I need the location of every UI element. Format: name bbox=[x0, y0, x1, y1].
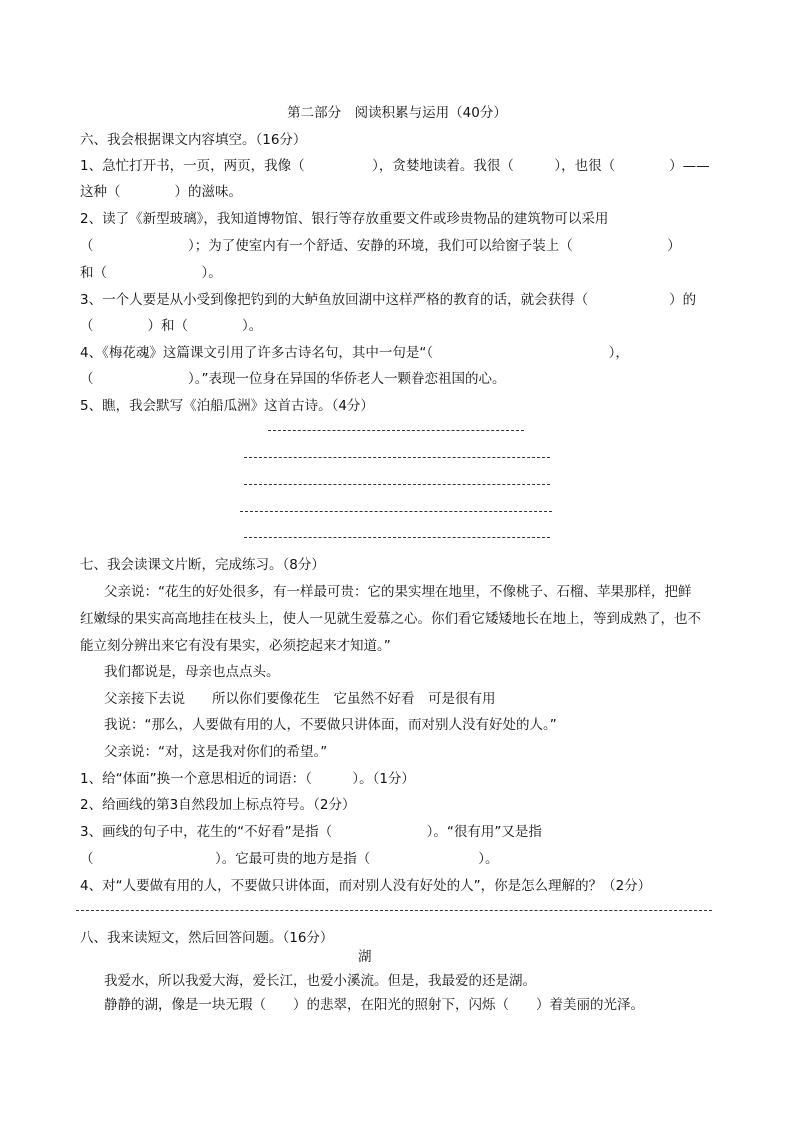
passage-p4: 我说：“那么，人要做有用的人，不要做只讲体面，而对别人没有好处的人。” bbox=[104, 717, 557, 733]
q4-answer-line[interactable] bbox=[76, 910, 712, 911]
section8-p2: 静静的湖，像是一块无瑕（ ）的悲翠，在阳光的照射下，闪烁（ ）着美丽的光泽。 bbox=[104, 997, 644, 1013]
passage-p1-line3: 能立刻分辨出来它有没有果实，必须挖起来才知道。” bbox=[80, 638, 391, 654]
section6-q2-line2: （ ）；为了使室内有一个舒适、安静的环境，我们可以给窗子装上（ ） bbox=[80, 238, 681, 254]
poem-answer-line-4[interactable] bbox=[240, 511, 552, 512]
passage-p2: 我们都说是，母亲也点点头。 bbox=[104, 664, 280, 680]
poem-answer-line-5[interactable] bbox=[244, 537, 550, 538]
section8-p1: 我爱水，所以我爱大海，爱长江，也爱小溪流。但是，我最爱的还是湖。 bbox=[104, 973, 536, 989]
section6-q4-line2: （ ）。”表现一位身在异国的华侨老人一颗眷恋祖国的心。 bbox=[80, 371, 506, 387]
section7-q4: 4、对“人要做有用的人，不要做只讲体面，而对别人没有好处的人”，你是怎么理解的？（2分） bbox=[80, 878, 652, 894]
poem-answer-line-3[interactable] bbox=[244, 484, 550, 485]
passage-p3: 父亲接下去说 所以你们要像花生 它虽然不好看 可是很有用 bbox=[104, 691, 496, 707]
page-title: 第二部分 阅读积累与运用（40分） bbox=[287, 105, 507, 121]
passage-p1-line2: 红嫩绿的果实高高地挂在枝头上，使人一见就生爱慕之心。你们看它矮矮地长在地上，等到成熟了，也不 bbox=[80, 611, 701, 627]
section7-heading: 七、我会读课文片断，完成练习。（8分） bbox=[80, 557, 325, 573]
section7-q1: 1、给“体面”换一个意思相近的词语：（ ）。（1分） bbox=[80, 771, 415, 787]
section8-heading: 八、我来读短文，然后回答问题。（16分） bbox=[80, 930, 334, 946]
section7-q3-line2: （ ）。它最可贵的地方是指（ ）。 bbox=[80, 851, 499, 867]
passage-p5: 父亲说：“对，这是我对你们的希望。” bbox=[104, 744, 328, 760]
section6-q1-line1: 1、急忙打开书，一页，两页，我像（ ），贪婪地读着。我很（ ），也很（ ）—— bbox=[80, 158, 710, 174]
section6-q2-line3: 和（ ）。 bbox=[80, 265, 222, 281]
passage-title: 湖 bbox=[358, 949, 372, 965]
section6-heading: 六、我会根据课文内容填空。（16分） bbox=[80, 132, 307, 148]
section6-q3-line1: 3、一个人要是从小受到像把钓到的大鲈鱼放回湖中这样严格的教育的话，就会获得（ ）的 bbox=[80, 292, 697, 308]
passage-p1-line1: 父亲说：“花生的好处很多，有一样最可贵：它的果实埋在地里，不像桃子、石榴、苹果那样，把鲜 bbox=[104, 584, 692, 600]
section7-q3-line1: 3、画线的句子中，花生的“不好看”是指（ ）。“很有用”又是指 bbox=[80, 824, 542, 840]
section6-q1-line2: 这种（ ）的滋味。 bbox=[80, 184, 242, 200]
poem-answer-line-2[interactable] bbox=[244, 457, 550, 458]
section6-q3-line2: （ ）和（ ）。 bbox=[80, 318, 263, 334]
poem-answer-line-1[interactable] bbox=[268, 430, 524, 431]
section6-q5: 5、瞧，我会默写《泊船瓜洲》这首古诗。（4分） bbox=[80, 398, 374, 414]
section7-q2: 2、给画线的第3自然段加上标点符号。（2分） bbox=[80, 797, 356, 813]
section6-q4-line1: 4、《梅花魂》这篇课文引用了许多古诗名句，其中一句是“（ ）， bbox=[80, 345, 629, 361]
section6-q2-line1: 2、读了《新型玻璃》，我知道博物馆、银行等存放重要文件或珍贵物品的建筑物可以采用 bbox=[80, 211, 609, 227]
